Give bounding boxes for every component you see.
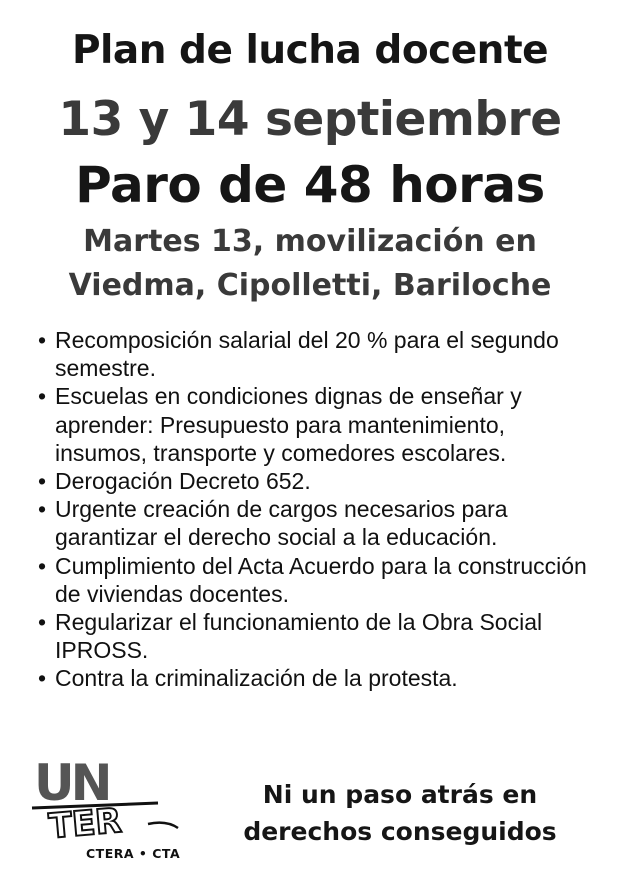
headline-dates: 13 y 14 septiembre bbox=[58, 92, 562, 147]
demand-text: Escuelas en condiciones dignas de enseñar y aprender: Presupuesto para mantenimiento, insumos, transporte y comedores escolares. bbox=[55, 383, 522, 466]
demand-item bbox=[38, 608, 598, 664]
headline-cities: Viedma, Cipolletti, Bariloche bbox=[68, 268, 552, 303]
demand-text: Contra la criminalización de la protesta. bbox=[55, 665, 458, 692]
demand-item bbox=[38, 664, 598, 692]
headline-mobilization: Martes 13, movilización en bbox=[83, 224, 537, 259]
demand-item bbox=[38, 382, 598, 467]
bullet-icon: • bbox=[38, 327, 47, 353]
bullet-icon: • bbox=[38, 383, 47, 410]
bullet-icon: • bbox=[38, 496, 47, 523]
demand-item bbox=[38, 326, 598, 382]
logo-text-un: UN bbox=[34, 758, 109, 812]
demand-text: Derogación Decreto 652. bbox=[55, 468, 311, 495]
logo-text-ter: TER bbox=[47, 800, 124, 847]
demand-text: Urgente creación de cargos necesarios para garantizar el derecho social a la educación. bbox=[55, 496, 508, 551]
bullet-icon: • bbox=[38, 468, 47, 495]
bullet-icon: • bbox=[38, 665, 47, 692]
logo-swash bbox=[148, 823, 178, 828]
logo-org-label: CTERA • CTA bbox=[86, 846, 181, 861]
demands-list bbox=[38, 326, 598, 693]
demand-item bbox=[38, 495, 598, 551]
demand-text: Regularizar el funcionamiento de la Obra Social IPROSS. bbox=[55, 609, 543, 664]
headline-plan: Plan de lucha docente bbox=[71, 28, 549, 73]
bullet-icon: • bbox=[38, 609, 47, 636]
demand-item bbox=[38, 552, 598, 608]
demand-text: Recomposición salarial del 20 % para el segundo semestre. bbox=[55, 327, 559, 382]
bullet-icon: • bbox=[38, 552, 47, 579]
headline-strike: Paro de 48 horas bbox=[75, 156, 545, 214]
slogan-line-2: derechos conseguidos bbox=[243, 817, 557, 846]
demand-text: Cumplimiento del Acta Acuerdo para la construcción de viviendas docentes. bbox=[55, 552, 587, 607]
demand-item bbox=[38, 467, 598, 495]
slogan-line-1: Ni un paso atrás en bbox=[262, 780, 538, 809]
